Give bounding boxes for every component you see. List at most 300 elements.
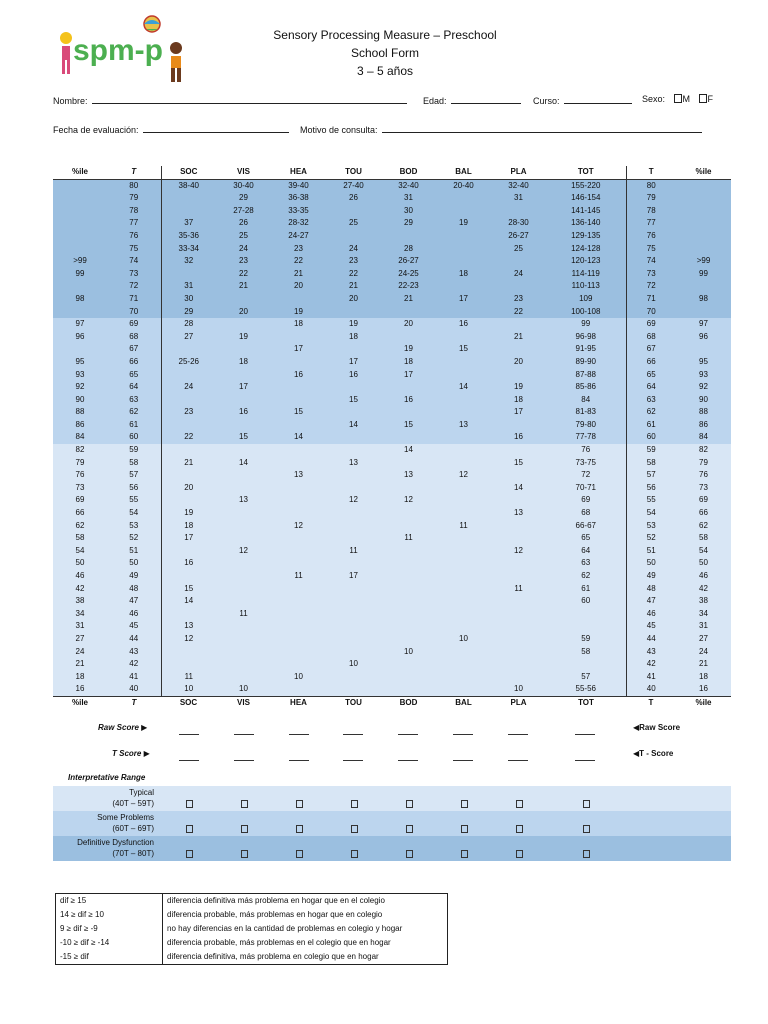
cell-t-right: 62 [626, 406, 676, 419]
table-body [53, 179, 731, 696]
cell-tou: 10 [326, 658, 381, 671]
cell-tot [546, 658, 626, 671]
cell-pla [491, 280, 546, 293]
cell-pla [491, 557, 546, 570]
cell-vis [216, 671, 271, 684]
cell-t-right: 40 [626, 683, 676, 696]
cell-tot: 99 [546, 318, 626, 331]
cell-tou: 23 [326, 255, 381, 268]
cell-bal [436, 583, 491, 596]
sex-f-checkbox[interactable] [699, 94, 707, 103]
cell-tot [546, 608, 626, 621]
cell-tot: 65 [546, 532, 626, 545]
grade-field[interactable] [564, 94, 632, 104]
cell-tou [326, 646, 381, 659]
cell-percentile: 73 [53, 482, 107, 495]
cell-percentile-right: 42 [676, 583, 731, 596]
cell-pla: 16 [491, 431, 546, 444]
cell-vis: 12 [216, 545, 271, 558]
raw-score-blank-7[interactable] [575, 733, 595, 735]
cell-t-right: 48 [626, 583, 676, 596]
cell-percentile [53, 280, 107, 293]
cell-tot: 124-128 [546, 243, 626, 256]
table-row [53, 255, 731, 268]
cell-percentile: 96 [53, 331, 107, 344]
cell-vis [216, 658, 271, 671]
cell-t: 49 [107, 570, 161, 583]
cell-t: 66 [107, 356, 161, 369]
table-row [53, 406, 731, 419]
table-row [53, 431, 731, 444]
range-checkbox[interactable] [516, 800, 523, 808]
cell-tou: 24 [326, 243, 381, 256]
cell-percentile: 46 [53, 570, 107, 583]
raw-score-blank-6[interactable] [508, 733, 528, 735]
cell-tou [326, 306, 381, 319]
range-checkbox[interactable] [461, 800, 468, 808]
cell-pla: 11 [491, 583, 546, 596]
cell-tot: 110-113 [546, 280, 626, 293]
cell-vis: 26 [216, 217, 271, 230]
cell-tot: 96-98 [546, 331, 626, 344]
eval-date-label: Fecha de evaluación: [53, 125, 139, 135]
cell-bal: 18 [436, 268, 491, 281]
cell-t: 55 [107, 494, 161, 507]
legend-row [56, 922, 448, 936]
cell-tot: 129-135 [546, 230, 626, 243]
cell-bod [381, 671, 436, 684]
table-row [53, 369, 731, 382]
cell-soc: 25-26 [161, 356, 216, 369]
cell-bal [436, 306, 491, 319]
cell-tou: 19 [326, 318, 381, 331]
cell-percentile [53, 306, 107, 319]
raw-score-label-right: ◀Raw Score [633, 723, 681, 732]
cell-bal: 15 [436, 343, 491, 356]
legend-row [56, 936, 448, 950]
cell-tou: 20 [326, 293, 381, 306]
cell-t-right: 78 [626, 205, 676, 218]
cell-t-right: 60 [626, 431, 676, 444]
cell-percentile-right: 34 [676, 608, 731, 621]
cell-t-right: 52 [626, 532, 676, 545]
cell-tot: 89-90 [546, 356, 626, 369]
cell-soc: 12 [161, 633, 216, 646]
cell-pla [491, 419, 546, 432]
cell-percentile-right: 99 [676, 268, 731, 281]
cell-bal [436, 255, 491, 268]
cell-t-right: 71 [626, 293, 676, 306]
cell-tou [326, 671, 381, 684]
cell-soc: 29 [161, 306, 216, 319]
cell-tot: 70-71 [546, 482, 626, 495]
cell-tot: 85-86 [546, 381, 626, 394]
cell-t: 73 [107, 268, 161, 281]
cell-bod: 24-25 [381, 268, 436, 281]
cell-vis: 23 [216, 255, 271, 268]
cell-percentile: 76 [53, 469, 107, 482]
table-row [53, 494, 731, 507]
cell-vis [216, 343, 271, 356]
cell-bal [436, 444, 491, 457]
col-header-soc: SOC [161, 166, 216, 179]
spm-p-logo [54, 14, 194, 86]
cell-bod: 11 [381, 532, 436, 545]
col-header-t: T [107, 166, 161, 179]
cell-t-right: 75 [626, 243, 676, 256]
cell-soc [161, 469, 216, 482]
table-row [53, 683, 731, 696]
range-checkbox[interactable] [241, 825, 248, 833]
cell-bal: 12 [436, 469, 491, 482]
t-score-blank-4[interactable] [398, 759, 418, 761]
table-footer-row [53, 696, 731, 709]
cell-pla: 17 [491, 406, 546, 419]
cell-hea [271, 620, 326, 633]
col-header-vis: VIS [216, 166, 271, 179]
cell-hea: 16 [271, 369, 326, 382]
t-score-blank-6[interactable] [508, 759, 528, 761]
range-checkbox[interactable] [186, 825, 193, 833]
cell-pla [491, 205, 546, 218]
table-row [53, 646, 731, 659]
reason-label: Motivo de consulta: [300, 125, 378, 135]
cell-t: 43 [107, 646, 161, 659]
legend-row [56, 950, 448, 965]
cell-bal [436, 331, 491, 344]
t-score-blank-1[interactable] [234, 759, 254, 761]
table-row [53, 419, 731, 432]
sex-m-label: M [682, 94, 691, 104]
cell-bal [436, 394, 491, 407]
range-checkbox[interactable] [406, 800, 413, 808]
cell-percentile-right: >99 [676, 255, 731, 268]
cell-t: 44 [107, 633, 161, 646]
cell-hea [271, 633, 326, 646]
cell-tot: 66-67 [546, 520, 626, 533]
cell-pla [491, 343, 546, 356]
cell-soc: 33-34 [161, 243, 216, 256]
range-checkbox[interactable] [296, 800, 303, 808]
cell-hea [271, 595, 326, 608]
cell-bal [436, 646, 491, 659]
table-row [53, 356, 731, 369]
cell-percentile: 69 [53, 494, 107, 507]
form-subtitle: School Form [350, 46, 420, 60]
cell-hea: 18 [271, 318, 326, 331]
table-row [53, 595, 731, 608]
cell-pla [491, 608, 546, 621]
cell-percentile: 97 [53, 318, 107, 331]
cell-t-right: 69 [626, 318, 676, 331]
cell-bal [436, 494, 491, 507]
raw-score-blank-2[interactable] [289, 733, 309, 735]
cell-t-right: 54 [626, 507, 676, 520]
cell-percentile-right: 50 [676, 557, 731, 570]
cell-tou [326, 583, 381, 596]
range-checkbox[interactable] [241, 800, 248, 808]
cell-bod [381, 608, 436, 621]
cell-pla [491, 369, 546, 382]
range-checkbox[interactable] [296, 850, 303, 858]
cell-tou [326, 633, 381, 646]
cell-pla: 31 [491, 192, 546, 205]
cell-percentile: 66 [53, 507, 107, 520]
cell-tot: 87-88 [546, 369, 626, 382]
cell-percentile: 38 [53, 595, 107, 608]
cell-pla: 15 [491, 457, 546, 470]
cell-percentile [53, 243, 107, 256]
cell-t-right: 68 [626, 331, 676, 344]
cell-percentile: 82 [53, 444, 107, 457]
cell-soc: 35-36 [161, 230, 216, 243]
range-checkbox[interactable] [461, 850, 468, 858]
foot-hea: HEA [290, 697, 307, 707]
table-row [53, 520, 731, 533]
raw-score-blank-0[interactable] [179, 733, 199, 735]
cell-tou [326, 343, 381, 356]
cell-bod [381, 595, 436, 608]
range-checkbox[interactable] [186, 850, 193, 858]
raw-score-blank-3[interactable] [343, 733, 363, 735]
cell-percentile: 16 [53, 683, 107, 696]
legend-condition: dif ≥ 15 [56, 894, 163, 909]
cell-soc [161, 494, 216, 507]
cell-percentile: 92 [53, 381, 107, 394]
form-title: Sensory Processing Measure – Preschool [273, 28, 497, 42]
cell-percentile-right: 38 [676, 595, 731, 608]
interpretive-range-band [53, 836, 731, 861]
cell-pla [491, 469, 546, 482]
raw-score-blank-4[interactable] [398, 733, 418, 735]
col-header-bal: BAL [436, 166, 491, 179]
table-row [53, 268, 731, 281]
cell-pla: 23 [491, 293, 546, 306]
cell-percentile-right: 16 [676, 683, 731, 696]
age-field[interactable] [451, 94, 521, 104]
cell-tot: 120-123 [546, 255, 626, 268]
cell-bod: 28 [381, 243, 436, 256]
cell-percentile: 86 [53, 419, 107, 432]
cell-percentile-right: 88 [676, 406, 731, 419]
cell-bod [381, 306, 436, 319]
cell-bod [381, 583, 436, 596]
cell-tot [546, 620, 626, 633]
cell-percentile [53, 217, 107, 230]
cell-pla [491, 520, 546, 533]
cell-tou [326, 507, 381, 520]
cell-tou [326, 205, 381, 218]
cell-bal [436, 482, 491, 495]
cell-percentile: 98 [53, 293, 107, 306]
cell-soc [161, 444, 216, 457]
cell-bod [381, 620, 436, 633]
cell-soc [161, 369, 216, 382]
cell-tou: 16 [326, 369, 381, 382]
cell-bal [436, 658, 491, 671]
t-score-blank-5[interactable] [453, 759, 473, 761]
cell-bal [436, 356, 491, 369]
eval-date-field[interactable] [143, 123, 289, 133]
table-row [53, 545, 731, 558]
range-checkbox[interactable] [351, 800, 358, 808]
cell-hea [271, 658, 326, 671]
cell-tot: 79-80 [546, 419, 626, 432]
cell-percentile-right: 95 [676, 356, 731, 369]
table-row [53, 658, 731, 671]
cell-percentile-right: 84 [676, 431, 731, 444]
t-score-blank-3[interactable] [343, 759, 363, 761]
range-checkbox[interactable] [351, 850, 358, 858]
cell-t: 41 [107, 671, 161, 684]
col-header-percentile-right: %ile [676, 166, 731, 179]
cell-percentile-right [676, 280, 731, 293]
range-t-span: (70T – 80T) [112, 849, 154, 858]
cell-bod: 10 [381, 646, 436, 659]
cell-t-right: 41 [626, 671, 676, 684]
col-header-pla: PLA [491, 166, 546, 179]
cell-soc [161, 268, 216, 281]
cell-percentile-right: 96 [676, 331, 731, 344]
cell-soc: 10 [161, 683, 216, 696]
cell-tot: 68 [546, 507, 626, 520]
cell-bod: 29 [381, 217, 436, 230]
cell-pla: 10 [491, 683, 546, 696]
age-label: Edad: [423, 96, 447, 106]
range-name: Some Problems [97, 813, 154, 822]
cell-vis: 21 [216, 280, 271, 293]
range-checkbox[interactable] [406, 850, 413, 858]
cell-bal [436, 671, 491, 684]
table-row [53, 532, 731, 545]
cell-tot: 84 [546, 394, 626, 407]
cell-soc: 16 [161, 557, 216, 570]
cell-t: 58 [107, 457, 161, 470]
cell-percentile-right [676, 343, 731, 356]
range-checkbox[interactable] [516, 825, 523, 833]
grade-label: Curso: [533, 96, 560, 106]
legend-condition: -10 ≥ dif ≥ -14 [56, 936, 163, 950]
cell-tot: 59 [546, 633, 626, 646]
cell-t-right: 76 [626, 230, 676, 243]
cell-bod [381, 381, 436, 394]
cell-bod: 16 [381, 394, 436, 407]
cell-tot: 63 [546, 557, 626, 570]
range-checkbox[interactable] [461, 825, 468, 833]
cell-t-right: 49 [626, 570, 676, 583]
cell-vis [216, 444, 271, 457]
reason-field[interactable] [382, 123, 702, 133]
cell-soc: 22 [161, 431, 216, 444]
cell-vis [216, 532, 271, 545]
cell-bod: 13 [381, 469, 436, 482]
t-score-blank-7[interactable] [575, 759, 595, 761]
raw-score-blank-1[interactable] [234, 733, 254, 735]
table-row [53, 444, 731, 457]
range-checkbox[interactable] [583, 850, 590, 858]
cell-bal [436, 557, 491, 570]
legend-meaning: diferencia probable, más problemas en el colegio que en hogar [167, 938, 391, 947]
table-row [53, 217, 731, 230]
range-checkbox[interactable] [406, 825, 413, 833]
cell-t: 62 [107, 406, 161, 419]
cell-bod: 26-27 [381, 255, 436, 268]
cell-hea [271, 444, 326, 457]
foot-bal: BAL [455, 697, 472, 707]
cell-percentile-right: 73 [676, 482, 731, 495]
cell-pla [491, 444, 546, 457]
legend-row [56, 894, 448, 909]
range-checkbox[interactable] [516, 850, 523, 858]
raw-score-blank-5[interactable] [453, 733, 473, 735]
range-checkbox[interactable] [186, 800, 193, 808]
t-score-blank-0[interactable] [179, 759, 199, 761]
cell-hea [271, 683, 326, 696]
col-header-bod: BOD [381, 166, 436, 179]
range-checkbox[interactable] [296, 825, 303, 833]
cell-tot: 155-220 [546, 179, 626, 192]
range-name: Typical [129, 788, 154, 797]
range-checkbox[interactable] [241, 850, 248, 858]
foot-t: T [131, 697, 137, 707]
range-checkbox[interactable] [351, 825, 358, 833]
name-field[interactable] [92, 94, 407, 104]
name-label: Nombre: [53, 96, 88, 106]
score-conversion-table [53, 166, 731, 710]
cell-t: 51 [107, 545, 161, 558]
cell-vis [216, 469, 271, 482]
cell-bod: 12 [381, 494, 436, 507]
range-t-span: (40T – 59T) [112, 799, 154, 808]
col-header-t-right: T [626, 166, 676, 179]
sex-m-checkbox[interactable] [674, 94, 682, 103]
cell-tot: 57 [546, 671, 626, 684]
foot-pla: PLA [510, 697, 527, 707]
cell-tou: 21 [326, 280, 381, 293]
cell-t: 63 [107, 394, 161, 407]
foot-tot: TOT [578, 697, 594, 707]
cell-soc [161, 646, 216, 659]
cell-pla [491, 633, 546, 646]
cell-pla [491, 318, 546, 331]
cell-t-right: 74 [626, 255, 676, 268]
cell-t: 68 [107, 331, 161, 344]
range-checkbox[interactable] [583, 825, 590, 833]
sex-label: Sexo: [642, 94, 666, 104]
cell-pla: 14 [491, 482, 546, 495]
range-checkbox[interactable] [583, 800, 590, 808]
cell-percentile: 58 [53, 532, 107, 545]
cell-bal [436, 280, 491, 293]
table-row [53, 482, 731, 495]
t-score-blank-2[interactable] [289, 759, 309, 761]
cell-bod: 21 [381, 293, 436, 306]
cell-soc: 27 [161, 331, 216, 344]
cell-soc: 30 [161, 293, 216, 306]
legend-condition: 14 ≥ dif ≥ 10 [56, 908, 163, 922]
cell-soc: 38-40 [161, 179, 216, 192]
cell-bal: 17 [436, 293, 491, 306]
cell-pla [491, 255, 546, 268]
cell-tot: 55-56 [546, 683, 626, 696]
cell-t: 46 [107, 608, 161, 621]
cell-t-right: 57 [626, 469, 676, 482]
table-row [53, 608, 731, 621]
name-row [53, 94, 407, 106]
cell-tou: 26 [326, 192, 381, 205]
cell-tot: 91-95 [546, 343, 626, 356]
cell-soc: 14 [161, 595, 216, 608]
